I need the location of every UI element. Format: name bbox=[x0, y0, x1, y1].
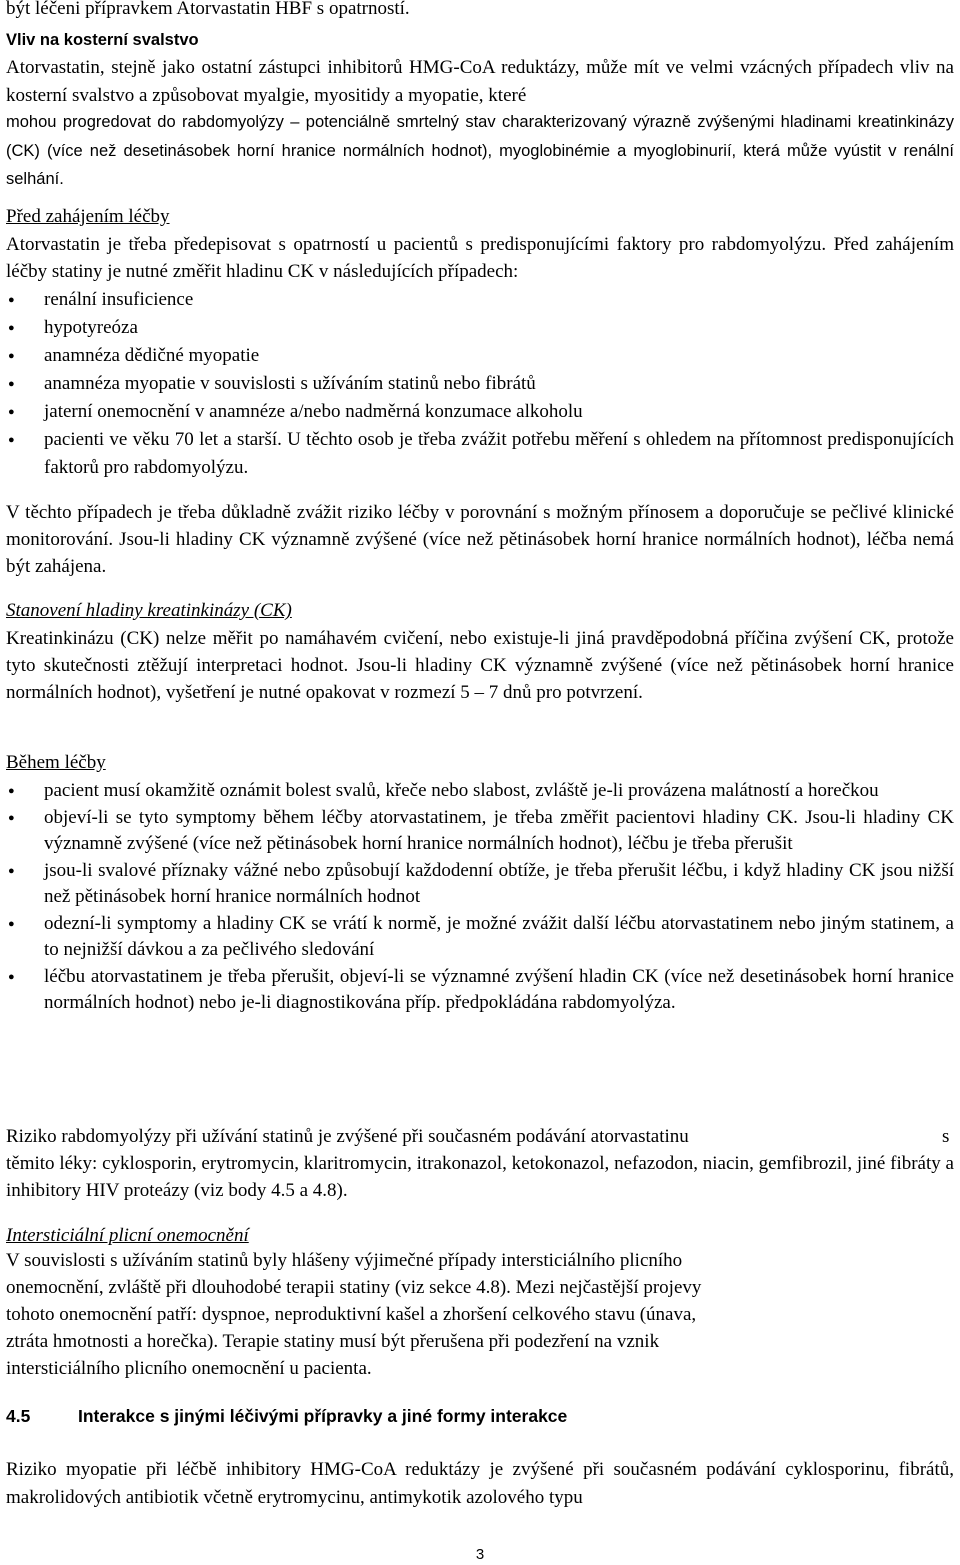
list-item: ● odezní-li symptomy a hladiny CK se vrátí k normě, je možné zvážit další léčbu atorvastatinem nebo jiným statinem, a to nejnižší dávkou a za pečlivého sledování bbox=[0, 911, 954, 964]
list-item: ● jaterní onemocnění v anamnéze a/nebo nadměrná konzumace alkoholu bbox=[0, 398, 954, 426]
ild-line: tohoto onemocnění patří: dyspnoe, neproduktivní kašel a zhoršení celkového stavu (únava, bbox=[6, 1304, 697, 1325]
list-item: ● pacienti ve věku 70 let a starší. U těchto osob je třeba zvážit potřebu měření s ohledem na přítomnost predisponujících faktorů pro rabdomyolýzu. bbox=[0, 426, 954, 482]
page-number: 3 bbox=[475, 1546, 485, 1563]
ild-line: ztráta hmotnosti a horečka). Terapie statiny musí být přerušena při podezření na vznik bbox=[6, 1331, 660, 1352]
ck-paragraph: Kreatinkinázu (CK) nelze měřit po namáhavém cvičení, nebo existuje-li jiná pravděpodobná příčina zvýšení CK, protože tyto skutečnosti ztěžují interpretaci hodnot. Jsou-li hladiny CK významně zvýšené (více než pětinásobek horní hranice normálních hodnot), vyšetření je nutné opakovat v rozmezí 5 – 7 dnů pro potvrzení. bbox=[6, 628, 954, 703]
list-item: ● jsou-li svalové příznaky vážné nebo způsobují každodenní obtíže, je třeba přerušit léčbu, i když hladiny CK jsou nižší než pětinásobek horní hranice normálních hodnot bbox=[0, 858, 954, 911]
skeletal-paragraph-sans: mohou progredovat do rabdomyolýzy – potenciálně smrtelný stav charakterizovaný výrazně zvýšenými hladinami kreatinkinázy (CK) (více než desetinásobek horní hranice normálních hodnot), myoglobinémie a myoglobinurií, která může vyústit v renální selhání. bbox=[6, 113, 954, 188]
ild-line: intersticiálního plicního onemocnění u pacienta. bbox=[6, 1358, 372, 1379]
section-title: Interakce s jinými léčivými přípravky a jiné formy interakce bbox=[78, 1406, 568, 1426]
list-item: ● hypotyreóza bbox=[0, 314, 954, 342]
before-treatment-paragraph-2: V těchto případech je třeba důkladně zvážit riziko léčby v porovnání s možným přínosem a doporučuje se pečlivé klinické monitorování. Jsou-li hladiny CK významně zvýšené (více než pětinásobek horní hranice normálních hodnot), léčba nemá být zahájena. bbox=[6, 502, 954, 577]
list-item: ● anamnéza myopatie v souvislosti s užíváním statinů nebo fibrátů bbox=[0, 370, 954, 398]
heading-during-treatment: Během léčby bbox=[6, 752, 106, 773]
list-item: ● anamnéza dědičné myopatie bbox=[0, 342, 954, 370]
heading-interstitial-lung-disease: Intersticiální plicní onemocnění bbox=[6, 1225, 249, 1246]
continuation-line: být léčeni přípravkem Atorvastatin HBF s opatrností. bbox=[6, 0, 410, 19]
heading-ck-determination: Stanovení hladiny kreatinkinázy (CK) bbox=[6, 600, 292, 621]
heading-skeletal-muscle: Vliv na kosterní svalstvo bbox=[6, 31, 199, 49]
heading-before-treatment: Před zahájením léčby bbox=[6, 206, 170, 227]
ild-line: V souvislosti s užíváním statinů byly hlášeny výjimečné případy intersticiálního plicního bbox=[6, 1250, 683, 1271]
risk-factor-list bbox=[0, 286, 954, 482]
risk-line-1-end: s bbox=[942, 1126, 950, 1147]
skeletal-paragraph-serif: Atorvastatin, stejně jako ostatní zástupci inhibitorů HMG-CoA reduktázy, může mít ve velmi vzácných případech vliv na kosterní svalstvo a způsobovat myalgie, myositidy a myopatie, které bbox=[6, 57, 954, 106]
risk-paragraph-rest: těmito léky: cyklosporin, erytromycin, klaritromycin, itrakonazol, ketokonazol, nefazodon, niacin, gemfibrozil, jiné fibráty a inhibitory HIV proteázy (viz body 4.5 a 4.8). bbox=[6, 1153, 954, 1201]
list-item: ● léčbu atorvastatinem je třeba přerušit, objeví-li se významné zvýšení hladin CK (více než desetinásobek horní hranice normálních hodnot) nebo je-li diagnostikována příp. předpokládána rabdomyolýza. bbox=[0, 964, 954, 1017]
risk-line-1: Riziko rabdomyolýzy při užívání statinů je zvýšené při současném podávání atorvastatinu bbox=[6, 1126, 689, 1147]
before-treatment-paragraph: Atorvastatin je třeba předepisovat s opatrností u pacientů s predisponujícími faktory pro rabdomyolýzu. Před zahájením léčby statiny je nutné změřit hladinu CK v následujících případech: bbox=[6, 234, 954, 282]
list-item: ● renální insuficience bbox=[0, 286, 954, 314]
list-item: ● pacient musí okamžitě oznámit bolest svalů, křeče nebo slabost, zvláště je-li provázena malátností a horečkou bbox=[0, 778, 954, 805]
during-treatment-list bbox=[0, 778, 954, 1017]
section-4-5-paragraph: Riziko myopatie při léčbě inhibitory HMG-CoA reduktázy je zvýšené při současném podávání cyklosporinu, fibrátů, makrolidových antibiotik včetně erytromycinu, antimykotik azolového typu bbox=[6, 1459, 954, 1508]
section-number: 4.5 bbox=[6, 1406, 31, 1426]
list-item: ● objeví-li se tyto symptomy během léčby atorvastatinem, je třeba změřit pacientovi hladiny CK. Jsou-li hladiny CK významně zvýšené (více než pětinásobek horní hranice normálních hodnot), léčbu je třeba přerušit bbox=[0, 805, 954, 858]
ild-line: onemocnění, zvláště při dlouhodobé terapii statiny (viz sekce 4.8). Mezi nejčastější projevy bbox=[6, 1277, 702, 1298]
